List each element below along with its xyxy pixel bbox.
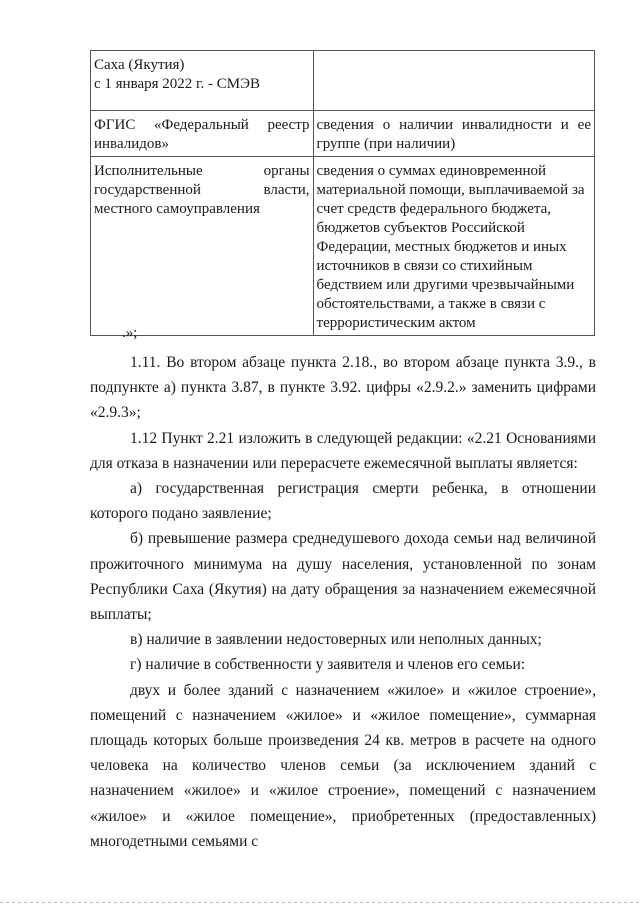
- cell-text: счет средств федерального бюджета,: [316, 201, 552, 217]
- cell-text: террористическим актом: [316, 315, 476, 331]
- paragraph-buildings: двух и более зданий с назначением «жилое» и «жилое строение», помещений с назначением «жилое» и «жилое помещение», суммарная площадь которых больше произведения 24 кв. метров в расчете на одного человека на количество членов семьи (за исключением зданий с назначением «жилое» и «жилое строение», помещений с назначением «жилое» и «жилое помещение», приобретенных (предоставленных) многодетными семьями с: [90, 681, 596, 850]
- table-row: [91, 51, 595, 111]
- cell-text: местного самоуправления: [94, 201, 260, 217]
- paragraph-item-b: б) превышение размера среднедушевого дохода семьи над величиной прожиточного минимума на душу населения, установленной по зонам Республики Саха (Якутия) на дату обращения за назначением ежемесячной выплаты;: [90, 530, 596, 624]
- cell-text: государственной власти,: [94, 182, 310, 198]
- cell-text: источников в связи со стихийным: [316, 258, 533, 274]
- cell-text: бюджетов субъектов Российской: [316, 220, 525, 236]
- cell-text: обстоятельствами, а также в связи с: [316, 296, 546, 312]
- cell-text: с 1 января 2022 г. - СМЭВ: [94, 76, 260, 92]
- cell-text: сведения о наличии инвалидности и ее: [316, 117, 591, 133]
- cell-text: материальной помощи, выплачиваемой за: [316, 182, 585, 198]
- table-cell-source: [91, 51, 314, 111]
- paragraph-item-a: а) государственная регистрация смерти ребенка, в отношении которого подано заявление;: [90, 480, 596, 523]
- cell-text: инвалидов»: [94, 136, 169, 152]
- cell-text: бедствием или другими чрезвычайными: [316, 277, 575, 293]
- table-cell-info: [313, 51, 594, 111]
- table-closing-mark: .»;: [122, 325, 138, 341]
- cell-text: Федерации, местных бюджетов и иных: [316, 239, 567, 255]
- paragraph-item-v: в) наличие в заявлении недостоверных или неполных данных;: [130, 631, 542, 649]
- cell-text: Исполнительные органы: [94, 163, 310, 179]
- paragraph-item-g: г) наличие в собственности у заявителя и членов его семьи:: [130, 656, 526, 674]
- table-row: [91, 157, 595, 336]
- table-row: [91, 111, 595, 157]
- cell-text: Саха (Якутия): [94, 57, 185, 73]
- cell-text: сведения о суммах единовременной: [316, 163, 547, 179]
- document-body: [90, 350, 596, 854]
- page-bottom-edge: [0, 902, 640, 903]
- table-cell-info: [313, 111, 594, 157]
- table-cell-info: [313, 157, 594, 336]
- cell-text: ФГИС «Федеральный реестр: [94, 117, 310, 133]
- table-cell-source: [91, 157, 314, 336]
- cell-text: группе (при наличии): [316, 136, 456, 152]
- table-cell-source: [91, 111, 314, 157]
- paragraph-1-12: 1.12 Пункт 2.21 изложить в следующей редакции: «2.21 Основаниями для отказа в назначении или перерасчете ежемесячной выплаты является:: [90, 429, 596, 472]
- data-sources-table: [90, 50, 595, 336]
- paragraph-1-11: 1.11. Во втором абзаце пункта 2.18., во втором абзаце пункта 3.9., в подпункте а) пункта 3.87, в пункте 3.92. цифры «2.9.2.» заменить цифрами «2.9.3»;: [90, 354, 596, 422]
